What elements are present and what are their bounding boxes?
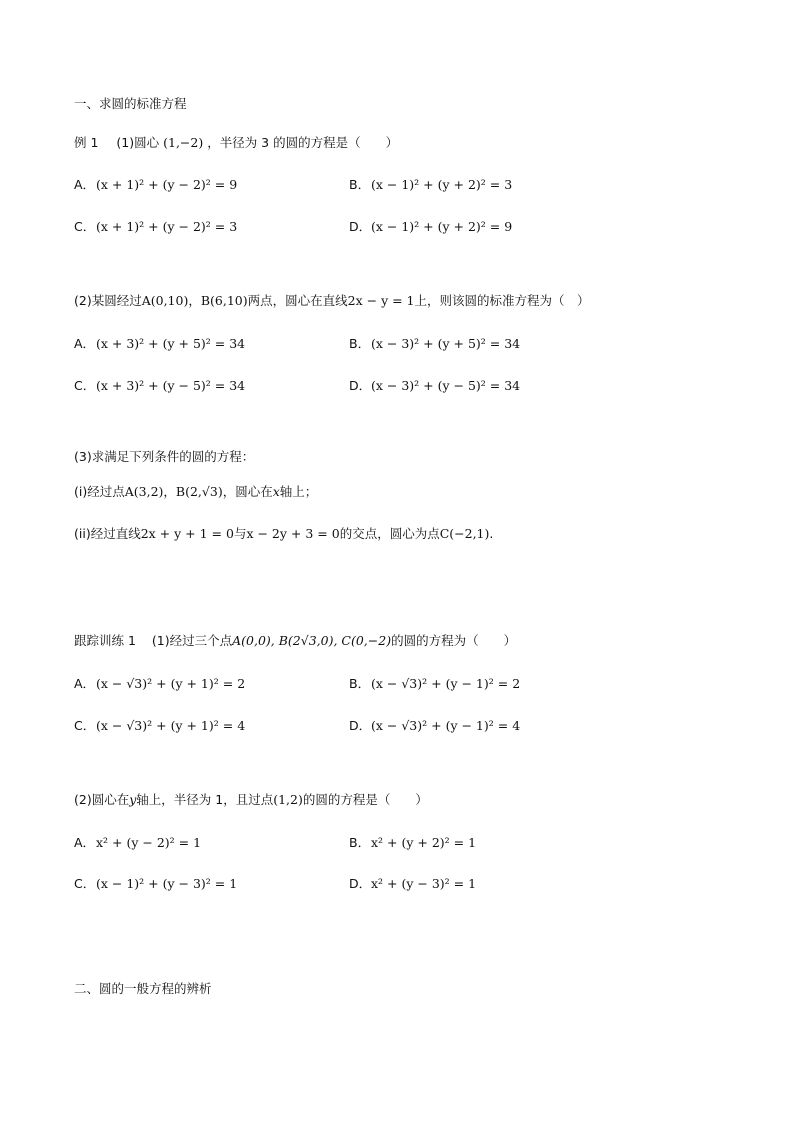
option-math: (x − 1)² + (y − 3)² = 1 [96, 876, 238, 891]
section-title: 二、圆的一般方程的辨析 [74, 981, 212, 996]
option-label: B． [349, 336, 371, 351]
question-rest: ，半径为 3 的圆的方程是（ ） [207, 135, 399, 150]
question-part: (ii)经过直线 [74, 526, 141, 541]
question-mid: 的交点，圆心为点 [339, 526, 440, 541]
question-mid: 轴上，半径为 1，且过点 [136, 792, 274, 807]
question-track1-q1 [74, 632, 516, 650]
option-d[interactable] [349, 218, 512, 236]
question-label: 例 1 [74, 135, 99, 150]
option-label: C． [74, 219, 96, 234]
option-label: A． [74, 177, 96, 192]
separator: ， [163, 484, 176, 499]
option-math: (x − √3)² + (y + 1)² = 4 [96, 718, 246, 733]
option-label: A． [74, 676, 96, 691]
option-label: B． [349, 835, 371, 850]
option-b[interactable] [349, 675, 520, 693]
question-rest: 轴上； [279, 484, 318, 499]
math-point-a: A(3,2) [124, 484, 164, 499]
option-math: (x + 3)² + (y + 5)² = 34 [96, 336, 246, 351]
option-math: (x − √3)² + (y − 1)² = 4 [371, 718, 521, 733]
option-c[interactable] [74, 218, 237, 236]
option-b[interactable] [349, 834, 476, 852]
math-point: (1,2) [273, 792, 303, 807]
option-label: D． [349, 378, 372, 393]
question-ex1-q2 [74, 292, 590, 310]
option-label: B． [349, 676, 371, 691]
question-part: (2)圆心在 [74, 792, 130, 807]
option-math: x² + (y − 2)² = 1 [96, 835, 202, 850]
option-c[interactable] [74, 875, 237, 893]
option-b[interactable] [349, 176, 512, 194]
math-x: x [272, 484, 280, 499]
option-d[interactable] [349, 875, 476, 893]
question-ex1-q3 [74, 448, 254, 466]
math-y: y [129, 792, 137, 807]
option-label: D． [349, 718, 372, 733]
question-part: (2)某圆经过 [74, 293, 142, 308]
option-a[interactable] [74, 176, 237, 194]
option-math: (x − √3)² + (y + 1)² = 2 [96, 676, 246, 691]
option-label: C． [74, 378, 96, 393]
question-rest: 的圆的方程是（ ） [302, 792, 428, 807]
option-math: x² + (y − 3)² = 1 [371, 876, 477, 891]
option-math: (x − 3)² + (y − 5)² = 34 [371, 378, 521, 393]
option-math: (x + 3)² + (y − 5)² = 34 [96, 378, 246, 393]
question-ex1-q3-ii [74, 525, 493, 543]
option-c[interactable] [74, 377, 245, 395]
option-c[interactable] [74, 717, 245, 735]
option-math: (x − 1)² + (y + 2)² = 9 [371, 219, 513, 234]
question-stem: (3)求满足下列条件的圆的方程： [74, 449, 255, 464]
question-mid: ，圆心在 [222, 484, 273, 499]
question-part: (1)圆心 [116, 135, 160, 150]
option-label: B． [349, 177, 371, 192]
math-center: (1,−2) [163, 135, 204, 150]
math-line: 2x − y = 1 [347, 293, 415, 308]
math-point-b: B(6,10) [200, 293, 248, 308]
option-label: C． [74, 876, 96, 891]
option-math: (x + 1)² + (y − 2)² = 9 [96, 177, 238, 192]
option-math: (x − 3)² + (y + 5)² = 34 [371, 336, 521, 351]
option-math: x² + (y + 2)² = 1 [371, 835, 477, 850]
math-line-1: 2x + y + 1 = 0 [140, 526, 234, 541]
section-heading-1 [74, 95, 187, 113]
math-point-c: C(−2,1) [439, 526, 490, 541]
question-part: (i)经过点 [74, 484, 125, 499]
option-b[interactable] [349, 335, 520, 353]
question-mid: 两点，圆心在直线 [247, 293, 348, 308]
option-math: (x − 1)² + (y + 2)² = 3 [371, 177, 513, 192]
question-rest: 的圆的方程为（ ） [391, 633, 517, 648]
option-math: (x + 1)² + (y − 2)² = 3 [96, 219, 238, 234]
option-label: D． [349, 219, 372, 234]
option-d[interactable] [349, 377, 520, 395]
option-label: C． [74, 718, 96, 733]
option-math: (x − √3)² + (y − 1)² = 2 [371, 676, 521, 691]
option-label: A． [74, 835, 96, 850]
separator: ， [188, 293, 201, 308]
option-label: A． [74, 336, 96, 351]
conjunction: 与 [233, 526, 247, 541]
option-a[interactable] [74, 834, 201, 852]
math-point-b: B(2,√3) [175, 484, 223, 499]
question-ex1-q3-i [74, 483, 317, 501]
math-point-a: A(0,10) [141, 293, 189, 308]
section-heading-2 [74, 980, 212, 998]
question-label: 跟踪训练 1 [74, 633, 136, 648]
option-d[interactable] [349, 717, 520, 735]
period: . [489, 526, 494, 541]
section-title: 一、求圆的标准方程 [74, 96, 187, 111]
question-ex1-q1 [74, 134, 398, 152]
question-rest: 上，则该圆的标准方程为（ ） [414, 293, 590, 308]
option-a[interactable] [74, 335, 245, 353]
math-points: A(0,0), B(2√3,0), C(0,−2) [232, 633, 392, 648]
option-label: D． [349, 876, 372, 891]
math-line-2: x − 2y + 3 = 0 [246, 526, 340, 541]
question-track1-q2 [74, 791, 428, 809]
question-part: (1)经过三个点 [151, 633, 233, 648]
option-a[interactable] [74, 675, 245, 693]
